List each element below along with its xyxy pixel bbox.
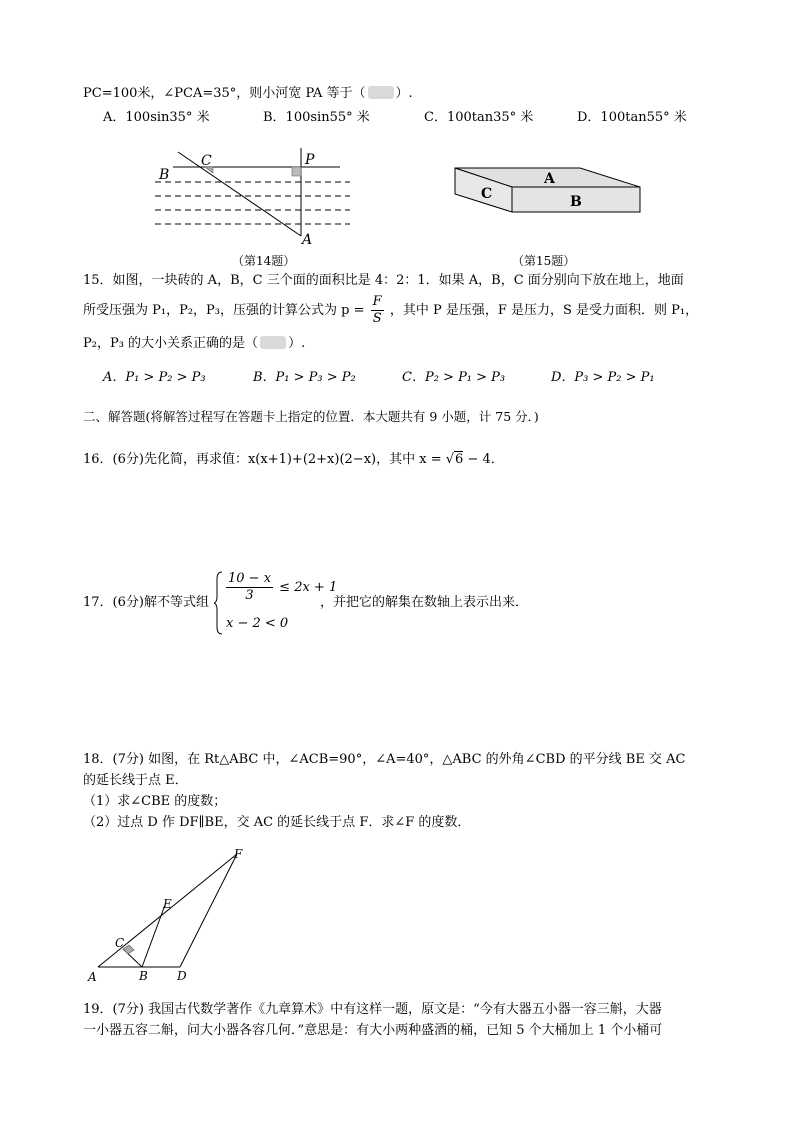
label-p: P — [305, 152, 315, 168]
q18-part2: （2）过点 D 作 DF∥BE，交 AC 的延长线于点 F．求∠F 的度数． — [83, 815, 471, 830]
q14-stem-end: ）. — [395, 86, 413, 101]
q14-river-figure — [145, 145, 360, 250]
q17-suffix: ，并把它的解集在数轴上表示出来． — [320, 595, 529, 610]
q14-option-b[interactable]: B．100sin55° 米 — [263, 110, 370, 125]
brick-face-c: C — [481, 186, 493, 202]
q16-text-end: − 4． — [467, 452, 504, 467]
q14-caption: （第14题） — [232, 254, 296, 268]
q18-line2: 的延长线于点 E． — [83, 773, 188, 788]
q18-line1: 18．(7分) 如图，在 Rt△ABC 中，∠ACB=90°，∠A=40°，△ABC 的外角∠CBD 的平分线 BE 交 AC — [83, 752, 686, 767]
label-c: C — [115, 936, 125, 950]
q18-triangle-figure — [85, 843, 255, 988]
q17-prefix: 17．(6分)解不等式组 — [83, 595, 209, 610]
q15-line2-end: ，其中 P 是压强，F 是压力，S 是受力面积．则 P₁， — [389, 303, 699, 318]
inequality-1-rhs: ≤ 2x + 1 — [279, 580, 338, 595]
q15-caption: （第15题） — [512, 254, 576, 268]
answer-blank[interactable] — [368, 86, 394, 99]
q15-line2 — [83, 294, 698, 328]
q15-line3-end: ）. — [288, 336, 306, 351]
q14-stem — [83, 84, 413, 104]
label-c: C — [201, 153, 212, 169]
q15-line3 — [83, 334, 305, 354]
q15-line2-start: 所受压强为 P₁，P₂，P₃，压强的计算公式为 p = — [83, 303, 365, 318]
label-f: F — [234, 847, 243, 861]
answer-blank[interactable] — [260, 336, 286, 349]
fraction-denominator: S — [372, 311, 382, 326]
brick-face-a: A — [544, 171, 555, 187]
fraction-numerator: F — [372, 294, 382, 309]
q15-line1: 15．如图，一块砖的 A，B，C 三个面的面积比是 4：2：1．如果 A，B，C 面分别向下放在地上，地面 — [83, 273, 684, 288]
label-a: A — [88, 970, 97, 984]
inequality-1-denominator: 3 — [245, 588, 254, 603]
q19-line1: 19．(7分) 我国古代数学著作《九章算术》中有这样一题，原文是：“今有大器五小器一容三斛，大器 — [83, 1002, 662, 1017]
q15-brick-figure — [450, 163, 646, 217]
q19-line2: 一小器五容二斛，问大小器各容几何．”意思是：有大小两种盛酒的桶，已知 5 个大桶加上 1 个小桶可 — [83, 1023, 663, 1038]
pressure-fraction — [371, 294, 384, 327]
label-e: E — [163, 897, 172, 911]
q15-option-a[interactable]: A．P₁ > P₂ > P₃ — [103, 370, 206, 385]
label-b: B — [159, 167, 170, 183]
sqrt-value: 6 — [455, 452, 464, 467]
q14-option-d[interactable]: D．100tan55° 米 — [577, 110, 687, 125]
sqrt-symbol: √ — [445, 452, 455, 467]
q16-text — [83, 450, 504, 470]
section-heading: 二、解答题(将解答过程写在答题卡上指定的位置．本大题共有 9 小题，计 75 分．) — [83, 409, 539, 424]
q18-part1: （1）求∠CBE 的度数； — [83, 794, 227, 809]
q14-option-c[interactable]: C．100tan35° 米 — [424, 110, 534, 125]
q15-option-b[interactable]: B．P₁ > P₃ > P₂ — [253, 370, 356, 385]
brick-face-b: B — [570, 194, 582, 210]
label-d: D — [177, 969, 187, 983]
q16-text-start: 16．(6分)先化简，再求值：x(x+1)+(2+x)(2−x)，其中 x = — [83, 452, 442, 467]
label-b: B — [139, 969, 148, 983]
q14-stem-text: PC=100米，∠PCA=35°，则小河宽 PA 等于（ — [83, 86, 366, 101]
inequality-2: x − 2 < 0 — [226, 616, 289, 631]
q14-option-a[interactable]: A．100sin35° 米 — [103, 110, 210, 125]
system-brace — [214, 571, 224, 635]
q15-line3-text: P₂，P₃ 的大小关系正确的是（ — [83, 336, 259, 351]
inequality-1-numerator: 10 − x — [228, 571, 272, 586]
q15-option-d[interactable]: D．P₃ > P₂ > P₁ — [551, 370, 655, 385]
label-a: A — [302, 232, 313, 248]
q15-option-c[interactable]: C．P₂ > P₁ > P₃ — [402, 370, 506, 385]
inequality-1-fraction — [226, 571, 273, 604]
